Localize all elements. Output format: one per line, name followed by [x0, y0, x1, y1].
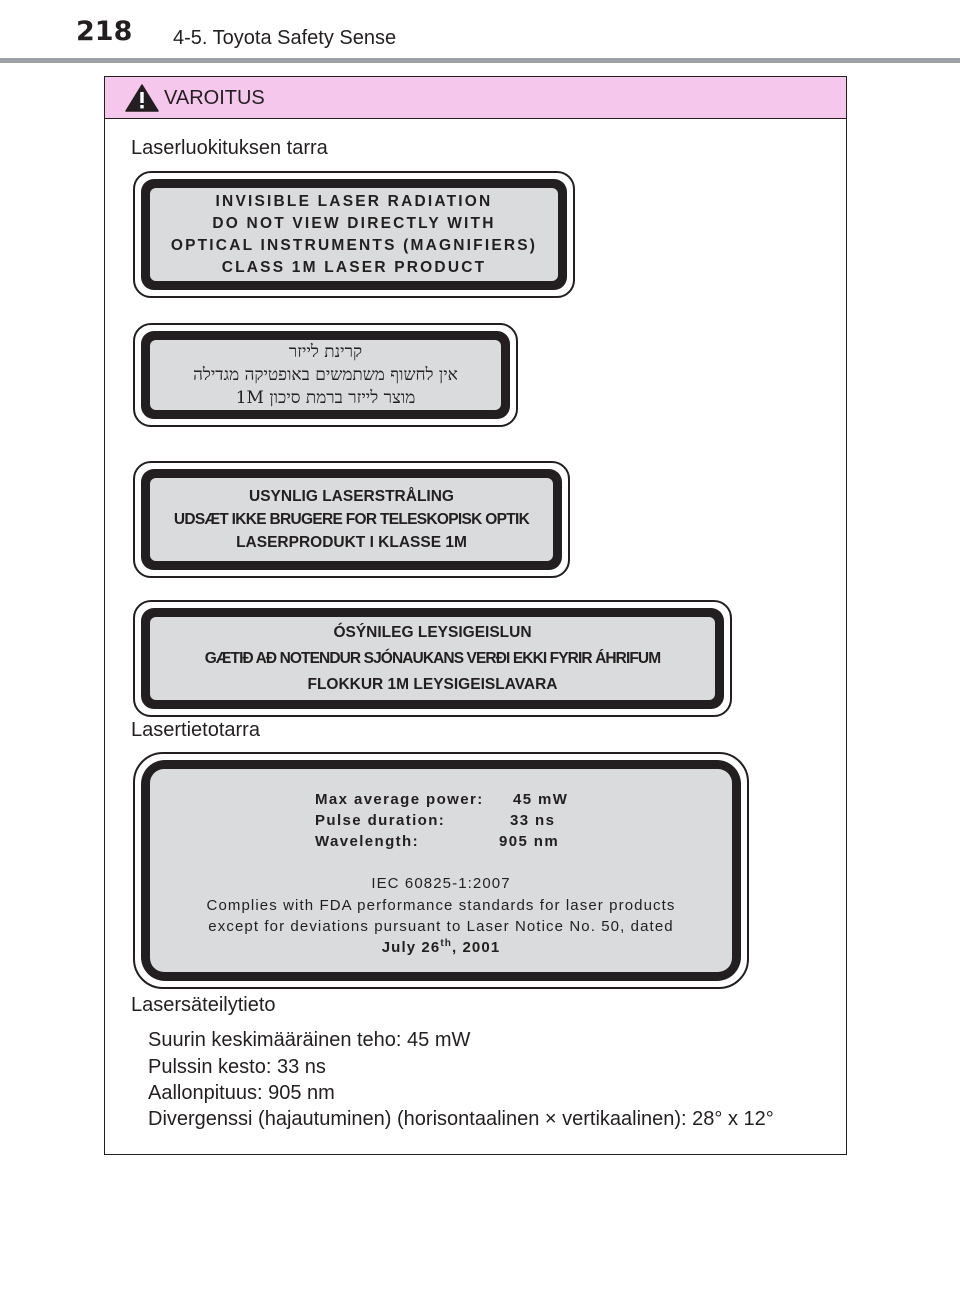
label-is-line: ÓSÝNILEG LEYSIGEISLUN — [333, 623, 532, 641]
radiation-info-line: Pulssin kesto: 33 ns — [148, 1056, 326, 1078]
label-he-line: אין לחשוף משתמשים באופטיקה מגדילה — [193, 364, 458, 385]
laser-label-hebrew — [133, 323, 518, 427]
radiation-info-line: Aallonpituus: 905 nm — [148, 1082, 335, 1104]
laser-label-icelandic — [133, 600, 732, 717]
label-he-line: קרינת לייזר — [288, 341, 363, 362]
label-da-line: LASERPRODUKT I KLASSE 1M — [236, 534, 467, 551]
spec-key: Wavelength: — [315, 833, 420, 850]
caption-radiation: Lasersäteilytieto — [131, 994, 276, 1016]
spec-value: 905 nm — [499, 833, 560, 850]
label-da-line: USYNLIG LASERSTRÅLING — [249, 488, 454, 505]
label-en-line: OPTICAL INSTRUMENTS (MAGNIFIERS) — [170, 236, 538, 254]
page-number: 218 — [76, 16, 133, 47]
radiation-info-line: Divergenssi (hajautuminen) (horisontaalinen × vertikaalinen): 28° x 12° — [148, 1108, 774, 1130]
spec-value: 45 mW — [513, 791, 569, 808]
laser-label-danish — [133, 461, 570, 578]
warning-header — [105, 77, 846, 119]
label-he-line: מוצר לייזר ברמת סיכון 1M — [235, 387, 416, 408]
compliance-text: Complies with FDA performance standards for laser products — [206, 897, 676, 914]
label-is-line: FLOKKUR 1M LEYSIGEISLAVARA — [307, 675, 558, 693]
label-da-line: UDSÆT IKKE BRUGERE FOR TELESKOPISK OPTIK — [173, 511, 530, 528]
label-en-line: INVISIBLE LASER RADIATION — [215, 192, 493, 210]
spec-key: Pulse duration: — [315, 812, 446, 829]
radiation-info-line: Suurin keskimääräinen teho: 45 mW — [148, 1029, 471, 1051]
label-en-line: DO NOT VIEW DIRECTLY WITH — [212, 214, 496, 232]
label-en-line: CLASS 1M LASER PRODUCT — [221, 258, 487, 276]
warning-title: VAROITUS — [164, 87, 265, 109]
caption-info-label: Lasertietotarra — [131, 719, 260, 741]
laser-label-english — [133, 171, 575, 298]
label-is-line: GÆTIÐ AÐ NOTENDUR SJÓNAUKANS VERÐI EKKI FYRIR ÁHRIFUM — [204, 649, 661, 667]
section-title: 4-5. Toyota Safety Sense — [173, 27, 397, 49]
compliance-text: except for deviations pursuant to Laser Notice No. 50, dated — [208, 918, 674, 935]
compliance-date: July 26th, 2001 — [381, 938, 501, 956]
caption-classification: Laserluokituksen tarra — [131, 137, 328, 159]
laser-info-label — [133, 752, 749, 989]
spec-value: 33 ns — [510, 812, 556, 829]
standard-text: IEC 60825-1:2007 — [371, 875, 511, 892]
warning-triangle-icon — [125, 84, 159, 112]
spec-key: Max average power: — [315, 791, 484, 808]
header-rule — [0, 58, 960, 63]
